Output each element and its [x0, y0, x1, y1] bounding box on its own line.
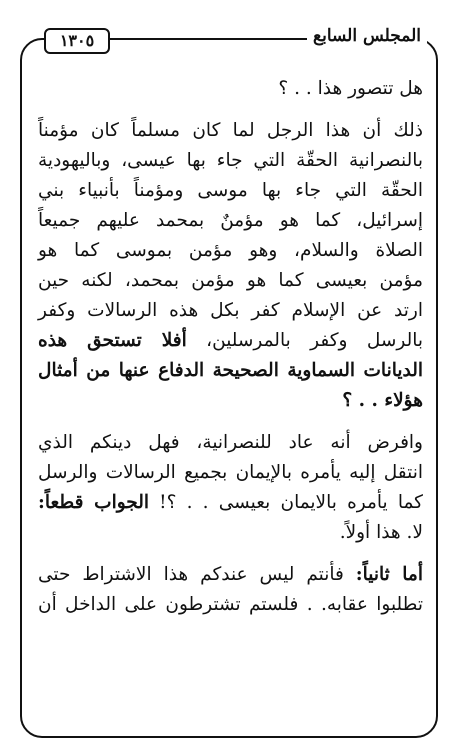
page-number: ١٣٠٥: [44, 28, 110, 54]
paragraph: [38, 116, 423, 416]
text-line: هؤلاء . . ؟: [342, 390, 423, 411]
text-line: هل تتصور هذا . . ؟: [278, 78, 423, 99]
bold-phrase: أفلا تستحق هذه: [38, 330, 187, 351]
bold-phrase: الجواب قطعاً:: [38, 492, 149, 513]
paragraph: [38, 560, 423, 620]
text-line: الحقّة التي جاء بها موسى ومؤمناً بأنبياء بني: [38, 180, 423, 201]
text-line: وافرض أنه عاد للنصرانية، فهل دينكم الذي: [38, 432, 423, 453]
text-line: كما يأمره بالايمان بعيسى . . ؟! الجواب قطعاً:: [38, 492, 423, 513]
text-line: مؤمن بعيسى كما هو مؤمن بمحمد، لكنه حين: [38, 270, 423, 291]
body-text: [38, 74, 423, 632]
text-line: انتقل إليه يأمره بالإيمان بجميع الرسالات والرسل: [38, 462, 423, 483]
text-line: ذلك أن هذا الرجل لما كان مسلماً كان مؤمناً: [38, 120, 423, 141]
text-line: أما ثانياً: فأنتم ليس عندكم هذا الاشتراط حتى: [38, 564, 423, 585]
text-line: بالنصرانية الحقّة التي جاء بها عيسى، وباليهودية: [38, 150, 423, 171]
text-line: ارتد عن الإسلام كفر بكل هذه الرسالات وكفر: [38, 300, 423, 321]
paragraph: [38, 428, 423, 548]
text-line: لا. هذا أولاً.: [339, 522, 423, 543]
chapter-title: المجلس السابع: [307, 26, 427, 46]
bold-phrase: أما ثانياً:: [355, 564, 423, 585]
text-line: الديانات السماوية الصحيحة الدفاع عنها من أمثال: [38, 360, 423, 381]
text-line: تطلبوا عقابه. . فلستم تشترطون على الداخل أن: [38, 594, 423, 615]
text-line: إسرائيل، كما هو مؤمنٌ بمحمد عليهم جميعاً: [38, 210, 423, 231]
text-line: الصلاة والسلام، وهو مؤمن بموسى كما هو: [38, 240, 423, 261]
text-line: بالرسل وكفر بالمرسلين، أفلا تستحق هذه: [38, 330, 423, 351]
paragraph: [38, 74, 423, 104]
